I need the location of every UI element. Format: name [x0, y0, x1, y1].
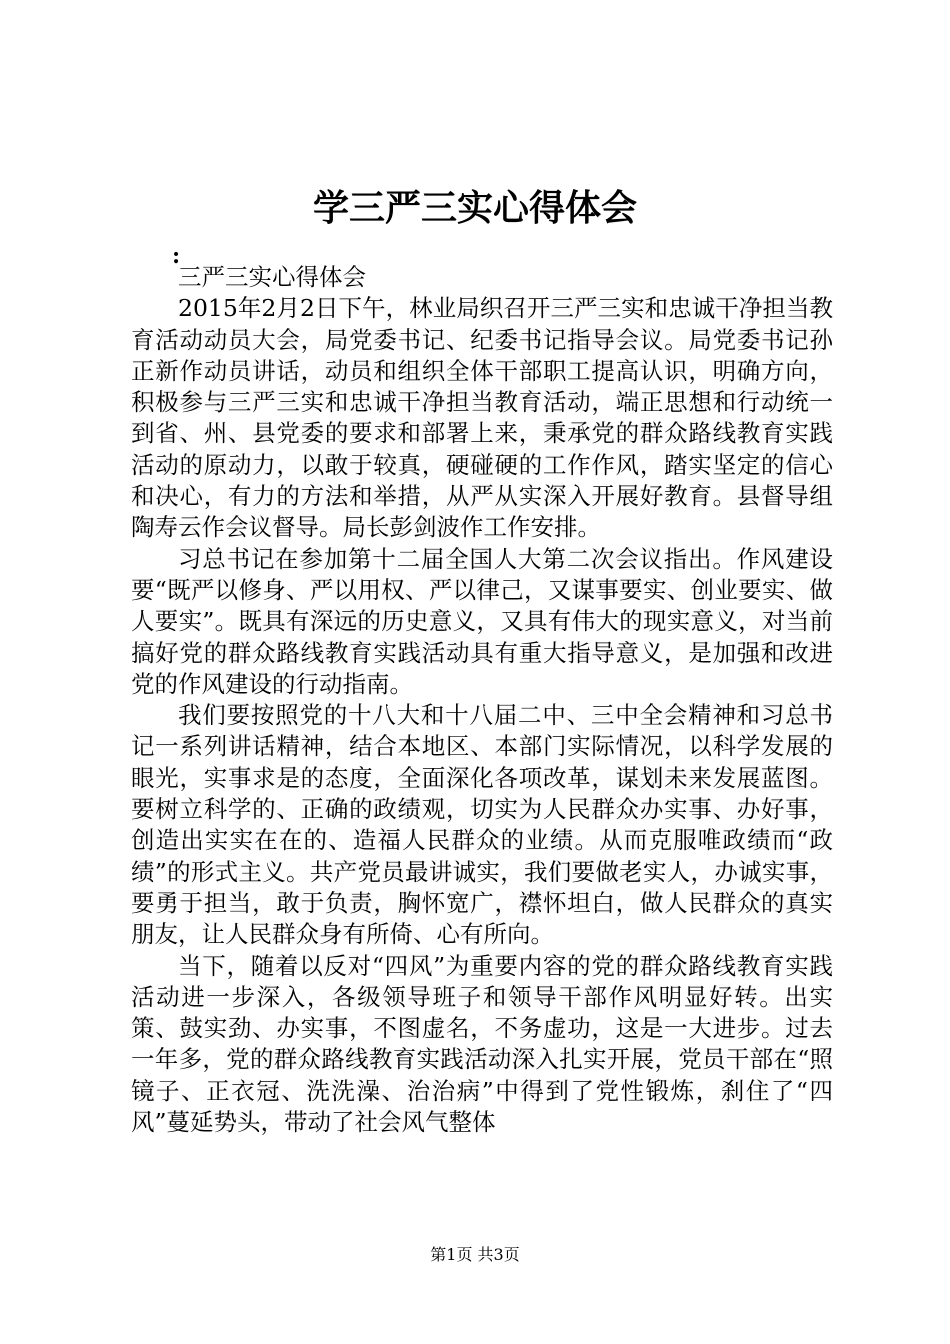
paragraph: 当下，随着以反对“四风”为重要内容的党的群众路线教育实践活动进一步深入，各级领导班子和领导干部作风明显好转。出实策、鼓实劲、办实事，不图虚名，不务虚功，这是一大进步。过去一年多，党的群众路线教育实践活动深入扎实开展，党员干部在“照镜子、正衣冠、洗洗澡、治治病”中得到了党性锻炼，刹住了“四风”蔓延势头，带动了社会风气整体 [131, 951, 833, 1137]
paragraph: 2015年2月2日下午，林业局织召开三严三实和忠诚干净担当教育活动动员大会，局党委书记、纪委书记指导会议。局党委书记孙正新作动员讲话，动员和组织全体干部职工提高认识，明确方向，积极参与三严三实和忠诚干净担当教育活动，端正思想和行动统一到省、州、县党委的要求和部署上来，秉承党的群众路线教育实践活动的原动力，以敢于较真，硬碰硬的工作作风，踏实坚定的信心和决心，有力的方法和举措，从严从实深入开展好教育。县督导组陶寿云作会议督导。局长彭剑波作工作安排。 [131, 294, 833, 542]
page-footer: 第1页 共3页 [430, 1245, 520, 1264]
colon-mark: : [172, 243, 181, 269]
paragraph: 我们要按照党的十八大和十八届二中、三中全会精神和习总书记一系列讲话精神，结合本地区、本部门实际情况，以科学发展的眼光，实事求是的态度，全面深化各项改革，谋划未来发展蓝图。要树立科学的、正确的政绩观，切实为人民群众办实事、办好事，创造出实实在在的、造福人民群众的业绩。从而克服唯政绩而“政绩”的形式主义。共产党员最讲诚实，我们要做老实人，办诚实事，要勇于担当，敢于负责，胸怀宽广，襟怀坦白，做人民群众的真实朋友，让人民群众身有所倚、心有所向。 [131, 701, 833, 949]
document-body [131, 262, 833, 1138]
paragraph-subtitle: 三严三实心得体会 [178, 263, 366, 291]
paragraph: 习总书记在参加第十二届全国人大第二次会议指出。作风建设要“既严以修身、严以用权、严以律己，又谋事要实、创业要实、做人要实”。既具有深远的历史意义，又具有伟大的现实意义，对当前搞好党的群众路线教育实践活动具有重大指导意义，是加强和改进党的作风建设的行动指南。 [131, 544, 833, 698]
page-title: 学三严三实心得体会 [312, 187, 637, 229]
